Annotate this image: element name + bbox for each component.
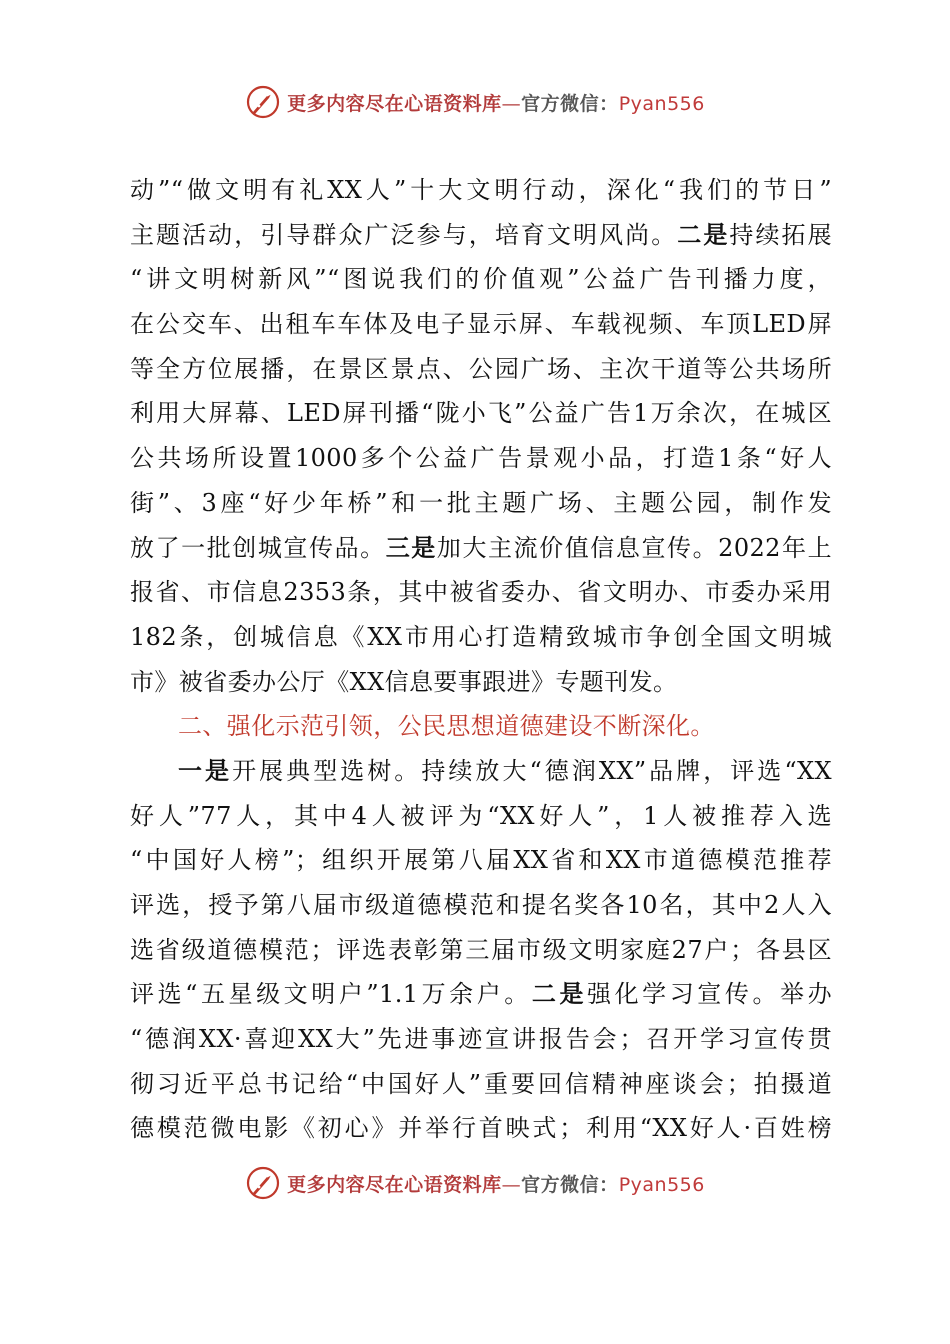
text-line: 彻习近平总书记给“中国好人”重要回信精神座谈会；拍摄道 [130, 1069, 832, 1098]
text-line: 等全方位展播，在景区景点、公园广场、主次干道等公共场所 [130, 354, 832, 383]
text-line [130, 526, 832, 571]
text-line: 在公交车、出租车车体及电子显示屏、车载视频、车顶LED屏 [130, 310, 832, 339]
text-line [130, 972, 832, 1017]
emphasis-run: 二是 [531, 979, 588, 1009]
text-line: 动”“做文明有礼XX人”十大文明行动，深化“我们的节日” [130, 176, 832, 204]
text-line: 公共场所设置1000多个公益广告景观小品，打造1条“好人 [130, 444, 832, 473]
banner-wechat-label: 官方微信： [521, 1173, 619, 1196]
section-heading: 二、强化示范引领，公民思想道德建设不断深化。 [178, 712, 715, 741]
text-line: 182条，创城信息《XX市用心打造精致城市争创全国文明城 [130, 622, 832, 651]
banner-main: 更多内容尽在心语资料库 [287, 92, 502, 115]
banner-dash: — [501, 92, 522, 115]
text-line: 报省、市信息2353条，其中被省委办、省文明办、市委办采用 [130, 578, 832, 607]
emphasis-run: 二是 [677, 219, 730, 249]
banner-wechat-id: Pyan556 [618, 1173, 705, 1196]
text-line [130, 213, 832, 258]
text-line: “讲文明树新风”“图说我们的价值观”公益广告刊播力度， [130, 265, 832, 294]
text-run: 持续拓展 [729, 220, 832, 249]
text-line: “德润XX·喜迎XX大”先进事迹宣讲报告会；召开学习宣传贯 [130, 1025, 832, 1054]
header-banner [0, 82, 950, 122]
emphasis-run: 一是 [178, 755, 233, 785]
text-run: 主题活动，引导群众广泛参与，培育文明风尚。 [130, 220, 678, 249]
banner-dash: — [501, 1173, 522, 1196]
text-line: “中国好人榜”；组织开展第八届XX省和XX市道德模范推荐 [130, 846, 832, 875]
text-line: 评选，授予第八届市级道德模范和提名奖各10名，其中2人入 [130, 891, 832, 919]
banner-text [287, 1170, 705, 1197]
pen-logo-icon [245, 1165, 281, 1201]
pen-logo-icon [245, 84, 281, 120]
emphasis-run: 三是 [385, 532, 437, 562]
banner-wechat-label: 官方微信： [521, 92, 619, 115]
document-body [130, 168, 832, 1151]
text-line: 市》被省委办公厅《XX信息要事跟进》专题刊发。 [130, 667, 678, 696]
banner-text [287, 89, 705, 116]
text-line: 利用大屏幕、LED屏刊播“陇小飞”公益广告1万余次，在城区 [130, 399, 832, 428]
text-line: 好人”77人，其中4人被评为“XX好人”，1人被推荐入选 [130, 801, 832, 830]
text-line: 选省级道德模范；评选表彰第三届市级文明家庭27户；各县区 [130, 935, 832, 964]
banner-wechat-id: Pyan556 [618, 92, 705, 115]
banner-main: 更多内容尽在心语资料库 [287, 1173, 502, 1196]
text-run: 评选“五星级文明户”1.1万余户。 [130, 980, 532, 1009]
text-run: 强化学习宣传。举办 [587, 980, 832, 1009]
text-run: 加大主流价值信息宣传。2022年上 [436, 533, 832, 562]
text-line [130, 749, 832, 794]
footer-banner [0, 1163, 950, 1203]
text-line: 德模范微电影《初心》并举行首映式；利用“XX好人·百姓榜 [130, 1114, 832, 1143]
text-run: 放了一批创城宣传品。 [130, 533, 386, 562]
text-line: 街”、3座“好少年桥”和一批主题广场、主题公园，制作发 [130, 488, 832, 517]
text-run: 开展典型选树。持续放大“德润XX”品牌，评选“XX [232, 756, 832, 785]
